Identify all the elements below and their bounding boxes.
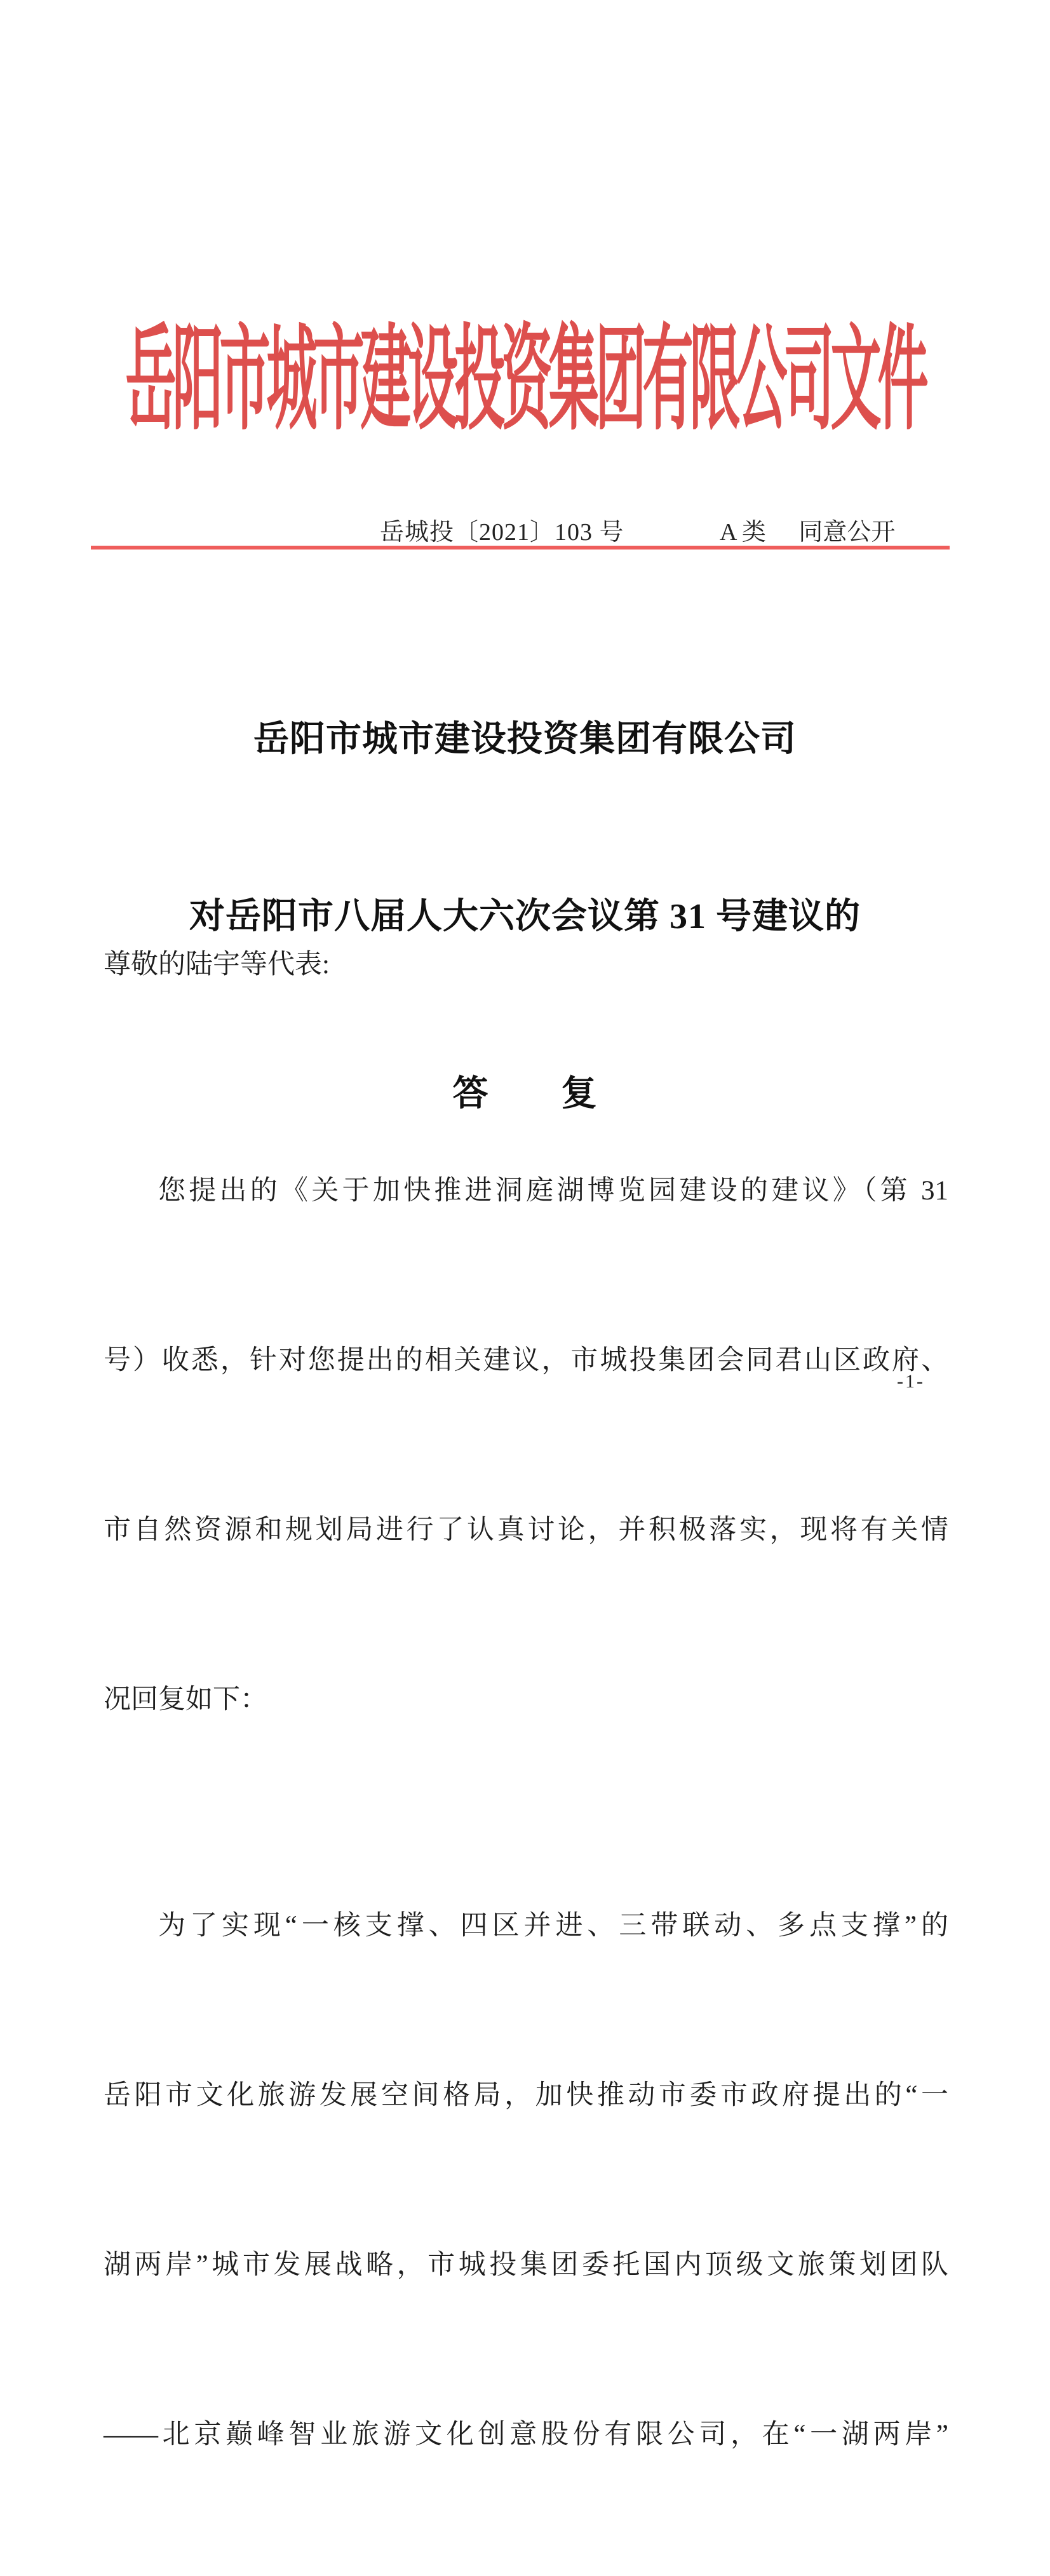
disclosure-label: 同意公开 <box>798 519 896 546</box>
paragraph-line: 您提出的《关于加快推进洞庭湖博览园建设的建议》（第 31 <box>158 1176 948 1206</box>
page-number: -1- <box>897 1371 925 1392</box>
document-title-line3: 答 复 <box>452 1074 598 1114</box>
paragraph-line: 岳阳市文化旅游发展空间格局，加快推动市委市政府提出的“一 <box>104 2080 948 2110</box>
classification-label: A 类 <box>720 519 766 546</box>
paragraph-line: 况回复如下： <box>104 1685 267 1715</box>
doc-number: 岳城投〔2021〕103 号 <box>380 519 624 546</box>
document-title-line2: 对岳阳市八届人大六次会议第 31 号建议的 <box>189 897 861 936</box>
doc-info-row <box>0 512 1050 544</box>
letterhead <box>0 287 1050 445</box>
paragraph-line: 号）收悉，针对您提出的相关建议，市城投集团会同君山区政府、 <box>104 1345 948 1375</box>
doc-classification-group <box>720 512 895 547</box>
paragraph-line: 为了实现“一核支撑、四区并进、三带联动、多点支撑”的 <box>158 1911 948 1941</box>
paragraph-line: 市自然资源和规划局进行了认真讨论，并积极落实，现将有关情 <box>104 1515 948 1545</box>
paragraph-line: ——北京巅峰智业旅游文化创意股份有限公司，在“一湖两岸” <box>104 2420 948 2450</box>
paragraph-line: 湖两岸”城市发展战略，市城投集团委托国内顶级文旅策划团队 <box>104 2250 948 2280</box>
document-title-line1: 岳阳市城市建设投资集团有限公司 <box>253 720 797 759</box>
red-divider-line <box>91 546 950 550</box>
salutation: 尊敬的陆宇等代表: <box>104 950 330 980</box>
letterhead-title: 岳阳市城市建设投资集团有限公司文件 <box>125 318 925 445</box>
document-body <box>104 823 948 2576</box>
